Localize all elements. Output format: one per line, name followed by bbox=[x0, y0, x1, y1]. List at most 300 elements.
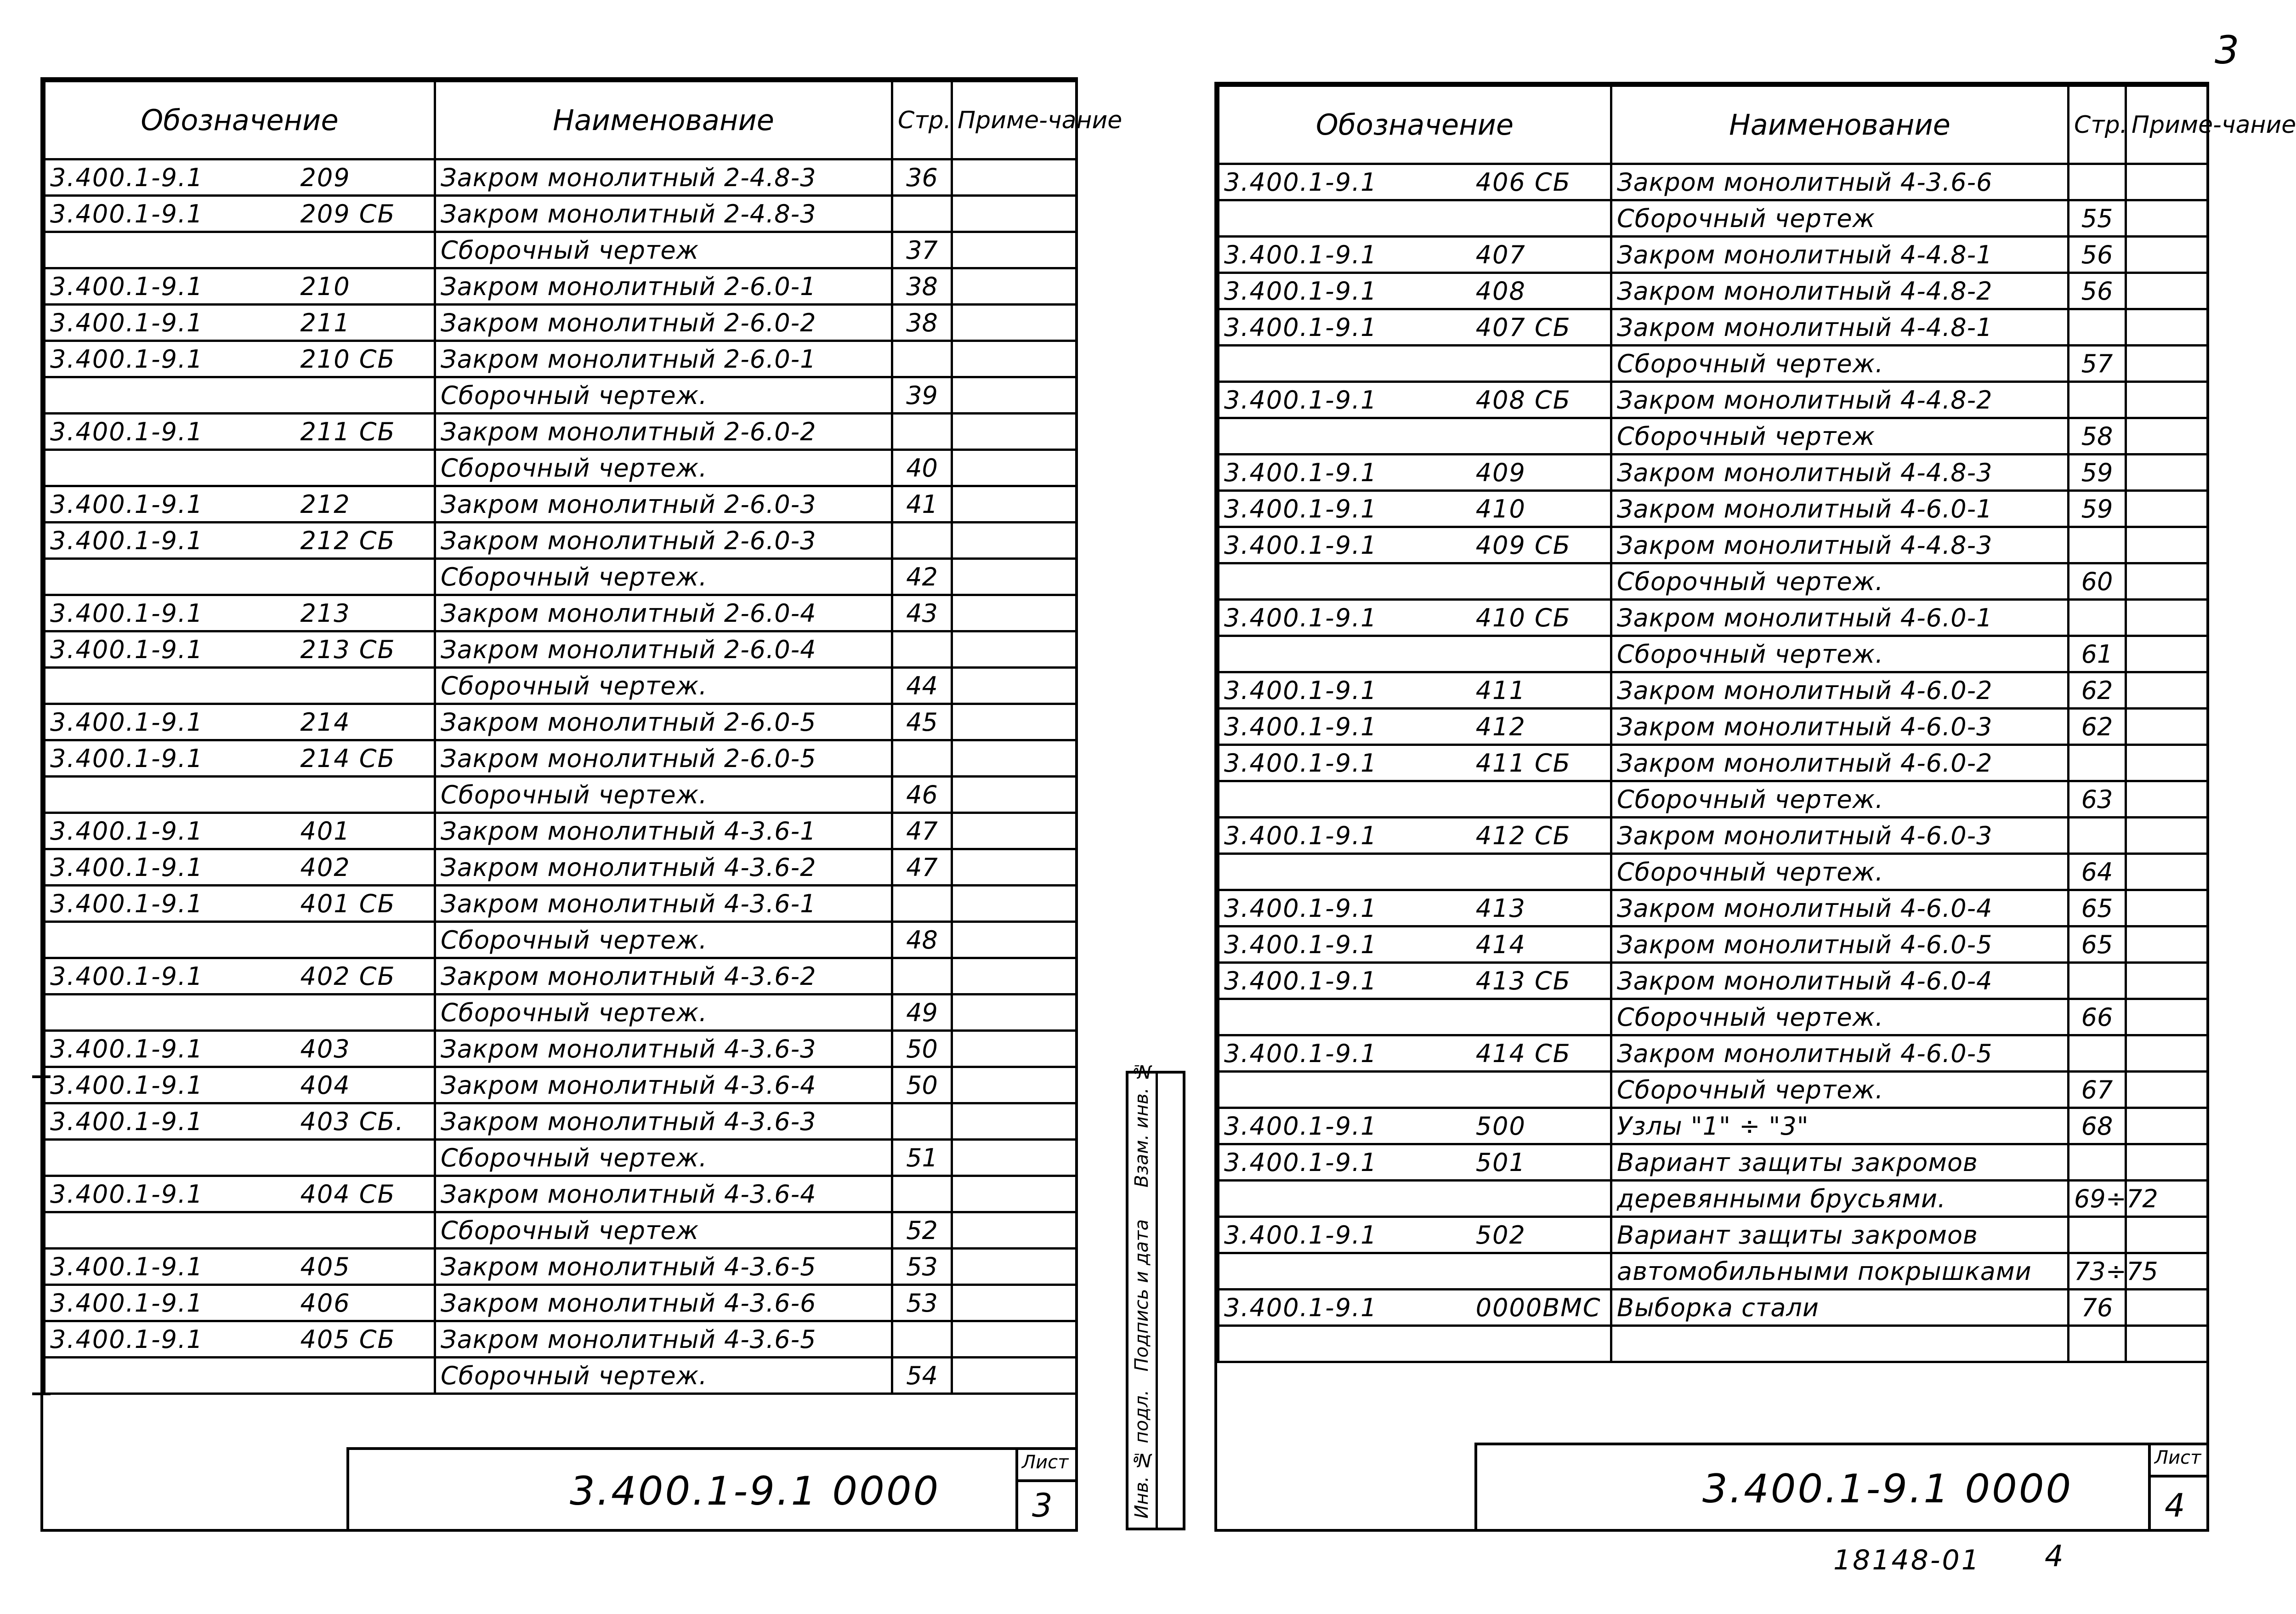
page-number: 60 bbox=[2081, 567, 2113, 596]
page-number: 50 bbox=[906, 1034, 938, 1063]
note-cell bbox=[952, 1031, 1077, 1067]
name-cell bbox=[435, 668, 892, 704]
table-row bbox=[1219, 1217, 2208, 1253]
table-row bbox=[45, 631, 1077, 668]
table-row bbox=[45, 1067, 1077, 1103]
designation-number: 500 bbox=[1475, 1111, 1526, 1141]
designation-code: 3.400.1-9.1 bbox=[1224, 1148, 1378, 1177]
designation-number: 403 СБ. bbox=[300, 1107, 404, 1136]
note-cell bbox=[952, 559, 1077, 595]
page-cell bbox=[2069, 745, 2126, 781]
page-cell bbox=[2069, 1144, 2126, 1181]
page-cell bbox=[892, 1321, 952, 1358]
designation-code: 3.400.1-9.1 bbox=[50, 344, 204, 374]
designation-code: 3.400.1-9.1 bbox=[50, 852, 204, 882]
note-cell bbox=[2126, 1072, 2208, 1108]
table-row bbox=[45, 595, 1077, 631]
page-number: 36 bbox=[906, 163, 938, 192]
item-name: Закром монолитный 2-4.8-3 bbox=[441, 199, 816, 228]
note-cell bbox=[2126, 1217, 2208, 1253]
designation-cell bbox=[45, 922, 435, 958]
designation-number: 405 bbox=[300, 1252, 351, 1281]
page-cell bbox=[2069, 781, 2126, 818]
designation-number: 413 СБ bbox=[1475, 966, 1571, 995]
item-name: Закром монолитный 4-6.0-2 bbox=[1617, 748, 1993, 778]
page-cell bbox=[2069, 1326, 2126, 1362]
page-cell bbox=[892, 450, 952, 486]
note-cell bbox=[2126, 890, 2208, 926]
page-number: 67 bbox=[2081, 1075, 2113, 1104]
table-row bbox=[45, 559, 1077, 595]
note-cell bbox=[2126, 672, 2208, 709]
note-cell bbox=[2126, 1326, 2208, 1362]
page-number: 37 bbox=[906, 235, 938, 265]
designation-number: 410 СБ bbox=[1475, 603, 1571, 632]
page-number: 62 bbox=[2081, 676, 2113, 705]
page-cell bbox=[2069, 890, 2126, 926]
table-row bbox=[1219, 636, 2208, 672]
table-row bbox=[1219, 672, 2208, 709]
designation-cell bbox=[1219, 455, 1611, 491]
designation-cell bbox=[1219, 563, 1611, 600]
page-number: 41 bbox=[906, 489, 938, 519]
name-cell bbox=[435, 159, 892, 196]
page-cell bbox=[892, 1285, 952, 1321]
page-number: 46 bbox=[906, 780, 938, 809]
name-cell bbox=[1611, 237, 2069, 273]
designation-number: 210 СБ bbox=[300, 344, 396, 374]
table-row bbox=[45, 777, 1077, 813]
note-cell bbox=[2126, 1144, 2208, 1181]
page-cell bbox=[2069, 273, 2126, 309]
page-cell bbox=[2069, 1108, 2126, 1144]
designation-cell bbox=[1219, 1144, 1611, 1181]
page-number: 42 bbox=[906, 562, 938, 591]
page-cell bbox=[2069, 1072, 2126, 1108]
item-name: Закром монолитный 2-6.0-1 bbox=[441, 344, 816, 374]
name-cell bbox=[1611, 781, 2069, 818]
name-cell bbox=[1611, 1072, 2069, 1108]
note-cell bbox=[2126, 309, 2208, 346]
item-name: Сборочный чертеж. bbox=[441, 562, 708, 591]
page-cell bbox=[2069, 1217, 2126, 1253]
page-number: 51 bbox=[906, 1143, 938, 1172]
table-row bbox=[45, 414, 1077, 450]
item-name: Закром монолитный 4-3.6-1 bbox=[441, 816, 816, 846]
designation-code: 3.400.1-9.1 bbox=[50, 744, 204, 773]
designation-number: 403 bbox=[300, 1034, 351, 1063]
table-row bbox=[45, 995, 1077, 1031]
page-number: 47 bbox=[906, 852, 938, 882]
note-cell bbox=[2126, 1108, 2208, 1144]
sidebar-label-signature: Подпись и дата bbox=[1131, 1219, 1152, 1371]
page-number: 57 bbox=[2081, 349, 2113, 378]
designation-code: 3.400.1-9.1 bbox=[1224, 313, 1378, 342]
table-row bbox=[1219, 164, 2208, 200]
item-name: Сборочный чертеж. bbox=[441, 1361, 708, 1390]
page-number: 43 bbox=[906, 598, 938, 628]
item-name: Сборочный чертеж bbox=[1617, 421, 1876, 451]
item-name: Закром монолитный 4-3.6-5 bbox=[441, 1252, 816, 1281]
name-cell bbox=[435, 1249, 892, 1285]
designation-cell bbox=[45, 268, 435, 305]
name-cell bbox=[1611, 273, 2069, 309]
designation-cell bbox=[45, 523, 435, 559]
item-name: Вариант защиты закромов bbox=[1617, 1148, 1978, 1177]
name-cell bbox=[1611, 200, 2069, 237]
designation-code: 3.400.1-9.1 bbox=[1224, 676, 1378, 705]
item-name: Узлы "1" ÷ "3" bbox=[1617, 1111, 1809, 1141]
left-spec-table bbox=[43, 80, 1122, 1395]
designation-cell bbox=[45, 1031, 435, 1067]
designation-number: 404 bbox=[300, 1070, 351, 1100]
page-cell bbox=[892, 341, 952, 377]
page-number: 68 bbox=[2081, 1111, 2113, 1141]
page-number: 50 bbox=[906, 1070, 938, 1100]
designation-cell bbox=[1219, 854, 1611, 890]
header-designation: Обозначение bbox=[45, 81, 435, 159]
item-name: Сборочный чертеж. bbox=[1617, 784, 1884, 814]
table-row bbox=[1219, 709, 2208, 745]
note-cell bbox=[2126, 600, 2208, 636]
page-cell bbox=[2069, 527, 2126, 563]
note-cell bbox=[952, 849, 1077, 886]
note-cell bbox=[952, 704, 1077, 740]
name-cell bbox=[1611, 963, 2069, 999]
item-name: Сборочный чертеж. bbox=[441, 671, 708, 700]
designation-number: 210 bbox=[300, 272, 351, 301]
designation-code: 3.400.1-9.1 bbox=[1224, 530, 1378, 560]
designation-cell bbox=[45, 1249, 435, 1285]
table-row bbox=[45, 886, 1077, 922]
page-number: 66 bbox=[2081, 1002, 2113, 1032]
designation-code: 3.400.1-9.1 bbox=[1224, 240, 1378, 269]
table-row bbox=[45, 740, 1077, 777]
name-cell bbox=[1611, 1326, 2069, 1362]
designation-cell bbox=[45, 1176, 435, 1212]
item-name: Сборочный чертеж bbox=[1617, 204, 1876, 233]
binding-tick bbox=[32, 1075, 51, 1078]
note-cell bbox=[2126, 164, 2208, 200]
name-cell bbox=[1611, 745, 2069, 781]
item-name: Сборочный чертеж bbox=[441, 1216, 699, 1245]
designation-cell bbox=[45, 668, 435, 704]
note-cell bbox=[952, 377, 1077, 414]
page-cell bbox=[892, 559, 952, 595]
designation-cell bbox=[45, 486, 435, 523]
page-cell bbox=[892, 631, 952, 668]
table-header-row bbox=[45, 81, 1077, 159]
item-name: Сборочный чертеж. bbox=[441, 381, 708, 410]
item-name: Закром монолитный 4-6.0-2 bbox=[1617, 676, 1993, 705]
designation-cell bbox=[45, 450, 435, 486]
item-name: Выборка стали bbox=[1617, 1293, 1820, 1322]
item-name: Закром монолитный 4-6.0-3 bbox=[1617, 821, 1993, 850]
page-cell bbox=[892, 740, 952, 777]
designation-code: 3.400.1-9.1 bbox=[50, 526, 204, 555]
page-number: 39 bbox=[906, 381, 938, 410]
sidebar-label-inv: Инв. № подл. bbox=[1131, 1389, 1152, 1518]
page-number: 38 bbox=[906, 308, 938, 337]
name-cell bbox=[435, 1103, 892, 1140]
designation-code: 3.400.1-9.1 bbox=[1224, 966, 1378, 995]
note-cell bbox=[952, 595, 1077, 631]
note-cell bbox=[952, 668, 1077, 704]
binding-sidebar bbox=[1126, 1061, 1185, 1530]
page-cell bbox=[892, 995, 952, 1031]
designation-code: 3.400.1-9.1 bbox=[50, 598, 204, 628]
page-cell bbox=[892, 414, 952, 450]
note-cell bbox=[952, 523, 1077, 559]
designation-number: 408 СБ bbox=[1475, 385, 1571, 415]
table-row bbox=[45, 849, 1077, 886]
table-row bbox=[45, 1031, 1077, 1067]
table-row bbox=[45, 813, 1077, 849]
item-name: Сборочный чертеж. bbox=[441, 925, 708, 955]
page-cell bbox=[2069, 1181, 2158, 1217]
page-number: 55 bbox=[2081, 204, 2113, 233]
header-name: Наименование bbox=[1611, 86, 2069, 164]
designation-number: 212 СБ bbox=[300, 526, 396, 555]
table-row bbox=[45, 922, 1077, 958]
designation-number: 406 СБ bbox=[1475, 167, 1571, 197]
name-cell bbox=[1611, 1035, 2069, 1072]
designation-cell bbox=[1219, 672, 1611, 709]
note-cell bbox=[2126, 854, 2208, 890]
note-cell bbox=[952, 305, 1077, 341]
item-name: Закром монолитный 4-4.8-1 bbox=[1617, 313, 1993, 342]
item-name: Сборочный чертеж. bbox=[441, 780, 708, 809]
note-cell bbox=[2126, 418, 2208, 455]
name-cell bbox=[1611, 1253, 2069, 1290]
item-name: Закром монолитный 4-6.0-1 bbox=[1617, 603, 1993, 632]
name-cell bbox=[1611, 890, 2069, 926]
note-cell bbox=[952, 196, 1077, 232]
item-name: Закром монолитный 4-6.0-4 bbox=[1617, 893, 1993, 923]
table-row bbox=[1219, 382, 2208, 418]
designation-cell bbox=[1219, 1326, 1611, 1362]
page-cell bbox=[892, 1358, 952, 1394]
left-sheet bbox=[40, 77, 1122, 1532]
page-number: 63 bbox=[2081, 784, 2113, 814]
item-name: Сборочный чертеж. bbox=[1617, 567, 1884, 596]
item-name: Закром монолитный 2-4.8-3 bbox=[441, 163, 816, 192]
designation-number: 212 bbox=[300, 489, 351, 519]
table-row bbox=[1219, 600, 2208, 636]
designation-number: 410 bbox=[1475, 494, 1526, 523]
name-cell bbox=[435, 777, 892, 813]
item-name: Закром монолитный 2-6.0-3 bbox=[441, 489, 816, 519]
designation-code: 3.400.1-9.1 bbox=[1224, 821, 1378, 850]
designation-number: 409 СБ bbox=[1475, 530, 1571, 560]
designation-code: 3.400.1-9.1 bbox=[50, 961, 204, 991]
designation-cell bbox=[1219, 164, 1611, 200]
page-cell bbox=[892, 1031, 952, 1067]
item-name: Сборочный чертеж. bbox=[441, 998, 708, 1027]
table-row bbox=[45, 958, 1077, 995]
designation-cell bbox=[45, 1285, 435, 1321]
table-row bbox=[45, 305, 1077, 341]
page-cell bbox=[892, 704, 952, 740]
note-cell bbox=[2126, 273, 2208, 309]
item-name: Сборочный чертеж. bbox=[1617, 1075, 1884, 1104]
designation-cell bbox=[1219, 926, 1611, 963]
note-cell bbox=[2126, 1035, 2208, 1072]
table-row bbox=[45, 1285, 1077, 1321]
designation-cell bbox=[45, 849, 435, 886]
designation-number: 404 СБ bbox=[300, 1179, 396, 1209]
designation-number: 402 bbox=[300, 852, 351, 882]
page-number: 65 bbox=[2081, 893, 2113, 923]
header-note: Приме-чание bbox=[952, 81, 1077, 159]
table-row bbox=[45, 377, 1077, 414]
designation-cell bbox=[45, 341, 435, 377]
item-name: Сборочный чертеж bbox=[441, 235, 699, 265]
designation-cell bbox=[1219, 1290, 1611, 1326]
name-cell bbox=[435, 1285, 892, 1321]
designation-code: 3.400.1-9.1 bbox=[50, 1070, 204, 1100]
header-designation: Обозначение bbox=[1219, 86, 1611, 164]
item-name: Закром монолитный 4-3.6-1 bbox=[441, 889, 816, 918]
name-cell bbox=[1611, 563, 2069, 600]
designation-code: 3.400.1-9.1 bbox=[1224, 1293, 1378, 1322]
designation-code: 3.400.1-9.1 bbox=[50, 707, 204, 737]
table-row bbox=[1219, 999, 2208, 1035]
designation-cell bbox=[1219, 600, 1611, 636]
page-cell bbox=[892, 813, 952, 849]
item-name: Закром монолитный 4-6.0-1 bbox=[1617, 494, 1993, 523]
name-cell bbox=[1611, 1108, 2069, 1144]
page-cell bbox=[892, 305, 952, 341]
item-name: Сборочный чертеж. bbox=[1617, 1002, 1884, 1032]
name-cell bbox=[1611, 164, 2069, 200]
designation-cell bbox=[45, 377, 435, 414]
page-cell bbox=[2069, 600, 2126, 636]
designation-number: 401 СБ bbox=[300, 889, 396, 918]
name-cell bbox=[435, 595, 892, 631]
note-cell bbox=[952, 995, 1077, 1031]
item-name: Закром монолитный 4-3.6-4 bbox=[441, 1179, 816, 1209]
item-name: Сборочный чертеж. bbox=[441, 1143, 708, 1172]
footer-page-number: 4 bbox=[2045, 1540, 2064, 1574]
note-cell bbox=[952, 268, 1077, 305]
page-cell bbox=[2069, 926, 2126, 963]
page-cell bbox=[892, 886, 952, 922]
designation-number: 401 bbox=[300, 816, 351, 846]
page-cell bbox=[2069, 491, 2126, 527]
table-row bbox=[1219, 1108, 2208, 1144]
page-number: 69÷72 bbox=[2074, 1184, 2158, 1213]
left-sheet-label: Лист bbox=[1022, 1452, 1069, 1473]
table-row bbox=[1219, 1290, 2208, 1326]
table-row bbox=[45, 1358, 1077, 1394]
designation-code: 3.400.1-9.1 bbox=[1224, 494, 1378, 523]
designation-cell bbox=[45, 886, 435, 922]
note-cell bbox=[952, 922, 1077, 958]
designation-cell bbox=[45, 1067, 435, 1103]
note-cell bbox=[952, 1176, 1077, 1212]
designation-number: 502 bbox=[1475, 1220, 1526, 1250]
table-row bbox=[1219, 890, 2208, 926]
designation-number: 214 СБ bbox=[300, 744, 396, 773]
designation-code: 3.400.1-9.1 bbox=[50, 308, 204, 337]
sidebar-label-replace: Взам. инв. № bbox=[1131, 1061, 1152, 1188]
designation-code: 3.400.1-9.1 bbox=[1224, 458, 1378, 487]
item-name: Закром монолитный 4-3.6-6 bbox=[1617, 167, 1993, 197]
item-name: Закром монолитный 4-3.6-2 bbox=[441, 961, 816, 991]
right-sheet-number: 4 bbox=[2165, 1487, 2185, 1524]
note-cell bbox=[2126, 491, 2208, 527]
table-row bbox=[45, 1249, 1077, 1285]
table-row bbox=[1219, 237, 2208, 273]
name-cell bbox=[1611, 527, 2069, 563]
page-cell bbox=[2069, 563, 2126, 600]
table-row bbox=[1219, 527, 2208, 563]
name-cell bbox=[1611, 672, 2069, 709]
name-cell bbox=[435, 559, 892, 595]
table-row bbox=[45, 341, 1077, 377]
designation-code: 3.400.1-9.1 bbox=[1224, 1111, 1378, 1141]
designation-cell bbox=[1219, 346, 1611, 382]
name-cell bbox=[1611, 1217, 2069, 1253]
designation-code: 3.400.1-9.1 bbox=[50, 199, 204, 228]
designation-cell bbox=[1219, 745, 1611, 781]
right-stamp-sheet-box bbox=[2148, 1445, 2209, 1529]
name-cell bbox=[435, 268, 892, 305]
note-cell bbox=[952, 1140, 1077, 1176]
item-name: Закром монолитный 4-4.8-2 bbox=[1617, 276, 1993, 306]
page-number: 45 bbox=[906, 707, 938, 737]
table-row bbox=[1219, 1181, 2208, 1217]
designation-code: 3.400.1-9.1 bbox=[50, 417, 204, 446]
table-row bbox=[1219, 818, 2208, 854]
page-number: 73÷75 bbox=[2074, 1256, 2158, 1286]
left-sheet-number: 3 bbox=[1032, 1487, 1053, 1524]
table-row bbox=[1219, 346, 2208, 382]
page-cell bbox=[2069, 237, 2126, 273]
designation-number: 411 СБ bbox=[1475, 748, 1571, 778]
table-row bbox=[1219, 926, 2208, 963]
page-cell bbox=[2069, 999, 2126, 1035]
page-number: 49 bbox=[906, 998, 938, 1027]
page-number: 64 bbox=[2081, 857, 2113, 887]
page-cell bbox=[892, 377, 952, 414]
page-number: 76 bbox=[2081, 1293, 2113, 1322]
table-row bbox=[1219, 309, 2208, 346]
left-title-block bbox=[346, 1447, 1078, 1532]
table-row bbox=[1219, 200, 2208, 237]
name-cell bbox=[1611, 926, 2069, 963]
designation-cell bbox=[45, 414, 435, 450]
name-cell bbox=[435, 886, 892, 922]
designation-cell bbox=[1219, 999, 1611, 1035]
page-cell bbox=[2069, 854, 2126, 890]
table-row bbox=[45, 486, 1077, 523]
page-number: 38 bbox=[906, 272, 938, 301]
name-cell bbox=[435, 1358, 892, 1394]
name-cell bbox=[1611, 854, 2069, 890]
designation-number: 411 bbox=[1475, 676, 1526, 705]
page-number: 40 bbox=[906, 453, 938, 483]
table-row bbox=[1219, 1144, 2208, 1181]
designation-cell bbox=[45, 1321, 435, 1358]
name-cell bbox=[435, 232, 892, 268]
table-row bbox=[1219, 455, 2208, 491]
table-row bbox=[1219, 854, 2208, 890]
item-name: Закром монолитный 4-6.0-5 bbox=[1617, 1039, 1993, 1068]
designation-code: 3.400.1-9.1 bbox=[50, 889, 204, 918]
page-number: 56 bbox=[2081, 240, 2113, 269]
